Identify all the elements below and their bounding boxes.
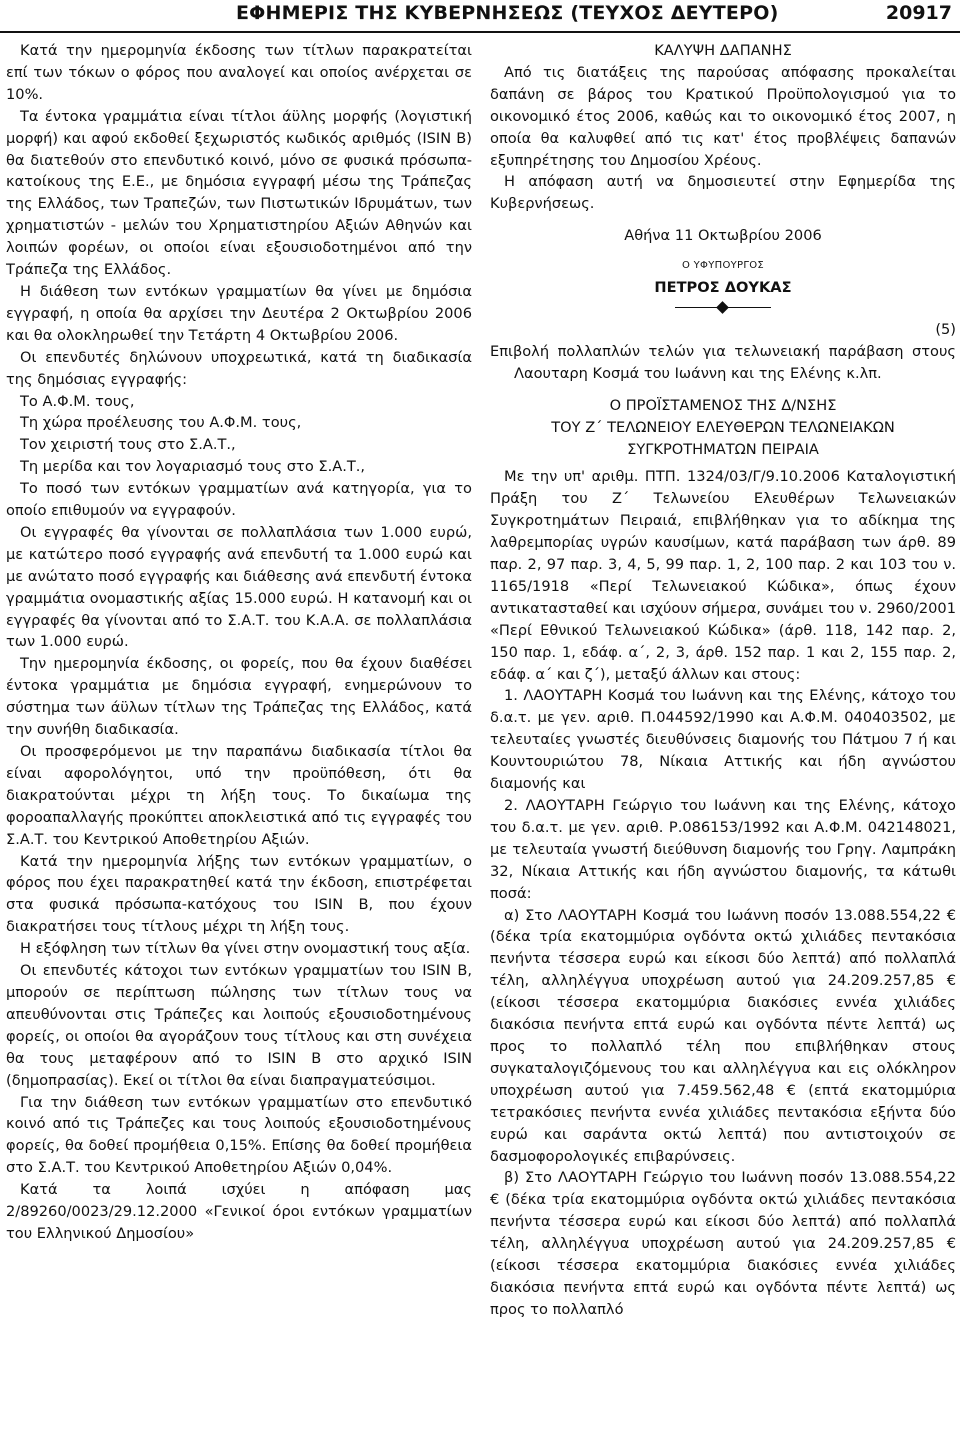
authority-line: ΣΥΓΚΡΟΤΗΜΑΤΩΝ ΠΕΙΡΑΙΑ — [627, 440, 819, 458]
section-separator — [675, 301, 771, 315]
authority-line: Ο ΠΡΟΪΣΤΑΜΕΝΟΣ ΤΗΣ Δ/ΝΣΗΣ — [609, 396, 837, 414]
paragraph-tax-exemption: Οι προσφερόμενοι με την παραπάνω διαδικασία τίτλοι θα είναι αφορολόγητοι, υπό την προϋπόθεση, ότι θα διακρατούνται μέχρι τη λήξη τους. Το δικαίωμα της φοροαπαλλαγής προκύπτει αποκλειστικά από τις εγγραφές του Σ.Α.Τ. του Κεντρικού Αποθετηρίου Αξιών. — [6, 743, 472, 848]
cost-heading: ΚΑΛΥΨΗ ΔΑΠΑΝΗΣ — [654, 42, 792, 59]
signatory-role: Ο ΥΦΥΠΟΥΡΓΟΣ — [681, 260, 765, 272]
page-header — [0, 0, 960, 34]
paragraph-amount-a: α) Στο ΛΑΟΥΤΑΡΗ Κοσμά του Ιωάννη ποσόν 13.088.554,22 € (δέκα τρία εκατομμύρια ογδόντα οκτώ χιλιάδες πεντακόσια πενήντα τέσσερα ευρώ και είκοσι δύο λεπτά) από πολλαπλά τέλη, αλληλέγγυα υποχρέωση αυτού για 24.209.257,85 € (είκοσι τέσσερα εκατομμύρια διακόσιες εννέα χιλιάδες διακόσια πενήντα επτά ευρώ και ογδόντα πέντε λεπτά) ως προς το πολλαπλό τέλη που επιβλήθηκαν στους συγκαταλογιζόμενους του και αλληλέγγυα και εις ολόκληρον υποχρέωση αυτού για 7.459.562,48 € (επτά εκατομμύρια τετρακόσιες πενήντα εννέα χιλιάδες πεντακόσια εξήντα δύο ευρώ και σαράντα οκτώ λεπτά) που αντιστοιχούν σε δασμοφορολογικές επιβαρύνσεις. — [490, 906, 956, 1165]
paragraph-cost-coverage: Από τις διατάξεις της παρούσας απόφασης προκαλείται δαπάνη σε βάρος του Κρατικού Προϋπολογισμού για το οικονομικό έτος 2006, καθώς και το οικονομικό έτος 2007, η οποία θα καλυφθεί από τις κατ' έτος προβλέψεις δαπανών εξυπηρέτησης του Δημοσίου Χρέους. — [490, 63, 956, 169]
paragraph-publication-order: Η απόφαση αυτή να δημοσιευτεί στην Εφημερίδα της Κυβερνήσεως. — [490, 173, 956, 213]
declaration-item: Τη χώρα προέλευσης του Α.Φ.Μ. τους, — [20, 414, 302, 432]
paragraph-public-subscription: Η διάθεση των εντόκων γραμματίων θα γίνει με δημόσια εγγραφή, η οποία θα αρχίσει την Δευτέρα 2 Οκτωβρίου 2006 και θα ολοκληρωθεί την Τετάρτη 4 Οκτωβρίου 2006. — [6, 282, 472, 344]
paragraph-person-2: 2. ΛΑΟΥΤΑΡΗ Γεώργιο του Ιωάννη και της Ελένης, κάτοχο του δ.α.τ. με γεν. αριθ. Ρ.086153/1992 και Α.Φ.Μ. 042148021, με τελευταία γνωστή διεύθυνση διαμονής του Γρηγ. Λαμπράκη 32, Νίκαια Αττικής και ήδη αγνώστου διαμονής, τα κάτωθι ποσά: — [490, 797, 956, 902]
declaration-item: Το Α.Φ.Μ. τους, — [20, 392, 135, 410]
paragraph-distribution: Τα έντοκα γραμμάτια είναι τίτλοι άϋλης μορφής (λογιστική μορφή) και αφού εκδοθεί ξεχωριστός κωδικός αριθμός (ISIN B) θα διατεθούν στο επενδυτικό κοινό, μόνο σε φυσικά πρόσωπα-κατοίκους της Ε.Ε., με δημόσια εγγραφή μέσω της Τράπεζας της Ελλάδος, των Τραπεζών, των Πιστωτικών Ιδρυμάτων, των χρηματιστών - μελών του Χρηματιστηρίου Αξιών Αθηνών και λοιπών φορέων, οι οποίοι είναι εξουσιοδοτημένοι από την Τράπεζα της Ελλάδος. — [6, 107, 472, 279]
right-column — [490, 40, 956, 1321]
paragraph-repayment: Η εξόφληση των τίτλων θα γίνει στην ονομαστική τους αξία. — [20, 940, 471, 958]
item-title: Επιβολή πολλαπλών τελών για τελωνειακή παράβαση στους Λαουταρη Κοσμά του Ιωάννη και της Ελένης κ.λπ. — [490, 342, 956, 382]
declaration-item: Το ποσό των εντόκων γραμματίων ανά κατηγορία, για το οποίο επιθυμούν να εγγραφούν. — [6, 480, 472, 520]
paragraph-commission: Για την διάθεση των εντόκων γραμματίων στο επενδυτικό κοινό από τις Τράπεζες και τους λοιπούς εξουσιοδοτημένους φορείς, θα δοθεί προμήθεια 0,15%. Επίσης θα δοθεί προμήθεια στο Σ.Α.Τ. του Κεντρικού Αποθετηρίου Αξιών 0,04%. — [6, 1093, 472, 1177]
date-line: Αθήνα 11 Οκτωβρίου 2006 — [624, 227, 822, 245]
page-number: 20917 — [885, 2, 952, 24]
header-divider — [0, 31, 960, 33]
diamond-icon — [716, 301, 729, 314]
paragraph-investor-declarations: Οι επενδυτές δηλώνουν υποχρεωτικά, κατά τη διαδικασία της δημόσιας εγγραφής: — [6, 348, 472, 388]
item-number: (5) — [935, 320, 956, 338]
paragraph-assessment-act: Με την υπ' αριθμ. ΠΤΠ. 1324/03/Γ/9.10.2006 Καταλογιστική Πράξη του Ζ΄ Τελωνείου Ελευθέρων Τελωνειακών Συγκροτημάτων Πειραιά, επιβλήθηκαν για το αδίκημα της λαθρεμπορίας υγρών καυσίμων, κατά παράβαση των άρθ. 89 παρ. 2, 97 παρ. 3, 4, 5, 99 παρ. 1, 2, 100 παρ. 2 και 103 του ν. 1165/1918 «Περί Τελωνειακού Κώδικα», όπως έχουν αντικατασταθεί και ισχύουν σήμερα, συνάμει του ν. 2960/2001 «Περί Εθνικού Τελωνειακού Κώδικα» (άρθ. 118, 142 παρ. 2, 150 παρ. 1, εδάφ. α΄, 2, 3, άρθ. 152 παρ. 1 και 2, 155 παρ. 2, εδάφ. α΄ και ζ΄), μεταξύ άλλων και στους: — [490, 468, 956, 683]
paragraph-general-terms: Κατά τα λοιπά ισχύει η απόφαση μας 2/89260/0023/29.12.2000 «Γενικοί όροι εντόκων γραμματίων του Ελληνικού Δημοσίου» — [6, 1181, 472, 1242]
paragraph-tax-withholding: Κατά την ημερομηνία έκδοσης των τίτλων παρακρατείται επί των τόκων ο φόρος που αναλογεί και οποίος ανέρχεται σε 10%. — [6, 42, 472, 103]
gazette-title: ΕΦΗΜΕΡΙΣ ΤΗΣ ΚΥΒΕΡΝΗΣΕΩΣ (ΤΕΥΧΟΣ ΔΕΥΤΕΡΟ) — [236, 2, 779, 24]
paragraph-issue-date: Την ημερομηνία έκδοσης, οι φορείς, που θα έχουν διαθέσει έντοκα γραμμάτια με δημόσια εγγραφή, ενημερώνουν το σύστημα των άϋλων τίτλων της Τράπεζας της Ελλάδος, κατά την συνήθη διαδικασία. — [6, 655, 472, 739]
spacer — [490, 385, 956, 395]
paragraph-maturity-refund: Κατά την ημερομηνία λήξης των εντόκων γραμματίων, ο φόρος που έχει παρακρατηθεί κατά την έκδοση, επιστρέφεται στα φυσικά πρόσωπα-κατόχους του ISIN B, που έχουν διακρατήσει τους τίτλους μέχρι τη λήξη τους. — [6, 852, 472, 936]
paragraph-amount-b: β) Στο ΛΑΟΥΤΑΡΗ Γεώργιο του Ιωάννη ποσόν 13.088.554,22 € (δέκα τρία εκατομμύρια ογδόντα οκτώ χιλιάδες πεντακόσια πενήντα τέσσερα ευρώ και είκοσι δύο λεπτά) από πολλαπλά τέλη, αλληλέγγυα υποχρέωση αυτού για 24.209.257,85 € (είκοσι τέσσερα εκατομμύρια διακόσιες εννέα χιλιάδες διακόσια πενήντα επτά ευρώ και ογδόντα πέντε λεπτά) ως προς το πολλαπλό — [490, 1169, 956, 1318]
declaration-item: Τη μερίδα και τον λογαριασμό τους στο Σ.Α.Τ., — [20, 458, 366, 476]
spacer — [490, 215, 956, 225]
signatory-name: ΠΕΤΡΟΣ ΔΟΥΚΑΣ — [654, 279, 792, 297]
left-column — [6, 40, 472, 1245]
paragraph-secondary-sale: Οι επενδυτές κάτοχοι των εντόκων γραμματίων του ISIN B, μπορούν σε περίπτωση πώλησης των τίτλων τους να απευθύνονται στις Τράπεζες και λοιπούς εξουσιοδοτημένους φορείς, οι οποίοι θα αγοράζουν τους τίτλους και στη συνέχεια θα τους μεταφέρουν από το ISIN B στο αρχικό ISIN (δημοπρασίας). Εκεί οι τίτλοι θα είναι διαπραγματεύσιμοι. — [6, 962, 472, 1089]
paragraph-subscription-amounts: Οι εγγραφές θα γίνονται σε πολλαπλάσια των 1.000 ευρώ, με κατώτερο ποσό εγγραφής ανά επενδυτή τα 1.000 ευρώ και με ανώτατο ποσό εγγραφής και διάθεσης ανά επενδυτή έντοκα γραμμάτια ονομαστικής αξίας 15.000 ευρώ. Η κατανομή και οι εγγραφές θα γίνονται από το Σ.Α.Τ. του Κ.Α.Α. σε πολλαπλάσια των 1.000 ευρώ. — [6, 523, 472, 651]
declaration-item: Τον χειριστή τους στο Σ.Α.Τ., — [20, 436, 236, 454]
paragraph-person-1: 1. ΛΑΟΥΤΑΡΗ Κοσμά του Ιωάννη και της Ελένης, κάτοχο του δ.α.τ. με γεν. αριθ. Π.044592/1990 και Α.Φ.Μ. 040403502, με τελευταίες γνωστές διευθύνσεις διαμονής του Πάτμου 7 ή και Κουντουριώτου 78, Νίκαια Αττικής και ήδη αγνώστου διαμονής και — [490, 687, 956, 793]
authority-line: ΤΟΥ Ζ΄ ΤΕΛΩΝΕΙΟΥ ΕΛΕΥΘΕΡΩΝ ΤΕΛΩΝΕΙΑΚΩΝ — [551, 418, 895, 436]
